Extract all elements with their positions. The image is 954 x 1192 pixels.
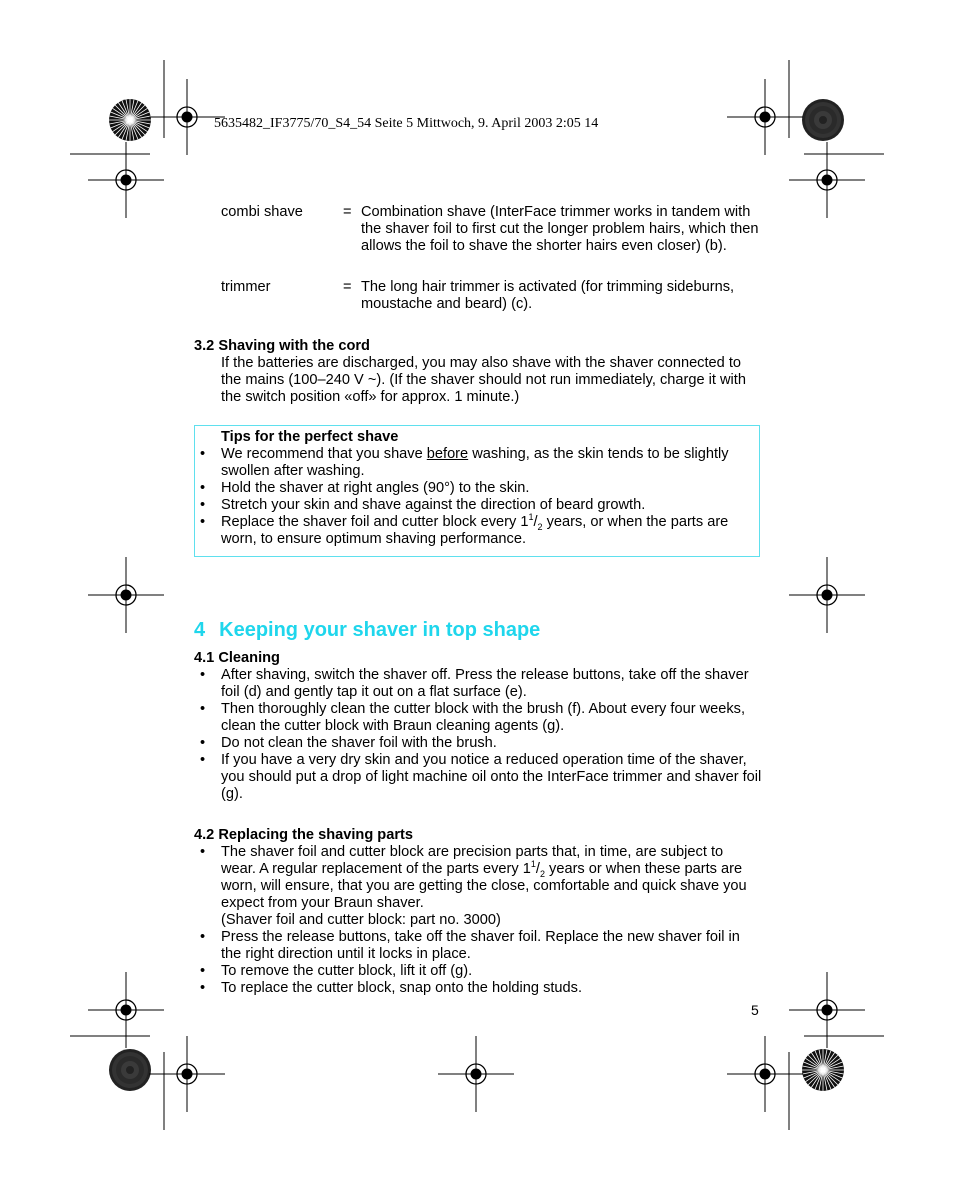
mode-description: Combination shave (InterFace trimmer works in tandem with the shaver foil to first cut the longer problem hairs, which then allows the foil to shave the shorter hairs even closer) (b). xyxy=(361,204,759,254)
mode-definition-combi xyxy=(0,204,954,274)
fraction-denominator: 2 xyxy=(539,868,545,879)
section-heading-3-2: 3.2 Shaving with the cord xyxy=(194,338,370,354)
chapter-title: Keeping your shaver in top shape xyxy=(219,619,541,641)
list-item: • Replace the shaver foil and cutter block every $1^1/_2$ years, or when the parts are worn, to ensure optimum shaving performance. xyxy=(200,512,729,547)
bullet: • xyxy=(200,446,206,462)
equals-sign: = xyxy=(343,204,352,220)
list-item: • Do not clean the shaver foil with the brush. xyxy=(200,735,497,751)
tips-list xyxy=(200,446,762,548)
list-item: • The shaver foil and cutter block are precision parts that, in time, are subject to wear. A regular replacement of the parts every $1^1/_2$ years or when these parts are worn, will ensure, that you are getting the close, comfortable and quick shave you expect from your Braun shaver. (Shaver foil and cutter block: part no. 3000) xyxy=(200,844,747,928)
bullet: • xyxy=(200,980,206,996)
section-body-3-2: If the batteries are discharged, you may also shave with the shaver connected to the mains (100–240 V ~). (If the shaver should not run immediately, charge it with the switch position «off» for approx. 1 minute.) xyxy=(221,355,746,405)
mode-term: combi shave xyxy=(221,204,303,220)
section-heading-4-1: 4.1 Cleaning xyxy=(194,650,280,666)
chapter-number: 4 xyxy=(194,619,206,641)
fraction-denominator: 2 xyxy=(537,521,543,532)
cleaning-list xyxy=(200,667,762,803)
mode-definition-trimmer xyxy=(0,279,954,319)
page-number: 5 xyxy=(751,1002,759,1018)
list-item: • To replace the cutter block, snap onto the holding studs. xyxy=(200,980,583,996)
fraction-slash: / xyxy=(535,861,540,877)
bullet: • xyxy=(200,701,206,717)
fraction-slash: / xyxy=(533,514,538,530)
bullet: • xyxy=(200,514,206,530)
list-item: • After shaving, switch the shaver off. Press the release buttons, take off the shaver foil (d) and gently tap it out on a flat surface (e). xyxy=(200,667,749,700)
mode-term: trimmer xyxy=(221,279,271,295)
fraction-numerator: 1 xyxy=(530,859,536,870)
bullet: • xyxy=(200,752,206,768)
bullet: • xyxy=(200,963,206,979)
emphasis-before: before xyxy=(426,446,469,462)
list-item: • Stretch your skin and shave against the direction of beard growth. xyxy=(200,497,646,513)
list-item: • Press the release buttons, take off the shaver foil. Replace the new shaver foil in the right direction until it locks in place. xyxy=(200,929,740,962)
tips-heading: Tips for the perfect shave xyxy=(221,429,399,445)
list-item: • To remove the cutter block, lift it off (g). xyxy=(200,963,473,979)
list-item: • If you have a very dry skin and you notice a reduced operation time of the shaver, you should put a drop of light machine oil onto the InterFace trimmer and shaver foil (g). xyxy=(200,752,762,802)
bullet: • xyxy=(200,480,206,496)
bullet: • xyxy=(200,735,206,751)
part-number-note: (Shaver foil and cutter block: part no. 3000) xyxy=(221,912,501,928)
section-heading-4-2: 4.2 Replacing the shaving parts xyxy=(194,827,413,843)
bullet: • xyxy=(200,497,206,513)
fraction-numerator: 1 xyxy=(528,512,534,523)
chapter-heading xyxy=(194,619,540,642)
list-item: • Hold the shaver at right angles (90°) to the skin. xyxy=(200,480,530,496)
print-header: 5635482_IF3775/70_S4_54 Seite 5 Mittwoch, 9. April 2003 2:05 14 xyxy=(214,116,599,131)
bullet: • xyxy=(200,929,206,945)
list-item: • We recommend that you shave before washing, as the skin tends to be slightly swollen after washing. xyxy=(200,446,729,479)
bullet: • xyxy=(200,844,206,860)
list-item: • Then thoroughly clean the cutter block with the brush (f). About every four weeks, clean the cutter block with Braun cleaning agents (g). xyxy=(200,701,746,734)
equals-sign: = xyxy=(343,279,352,295)
bullet: • xyxy=(200,667,206,683)
mode-description: The long hair trimmer is activated (for trimming sideburns, moustache and beard) (c). xyxy=(361,279,735,312)
replacing-list xyxy=(200,844,762,997)
